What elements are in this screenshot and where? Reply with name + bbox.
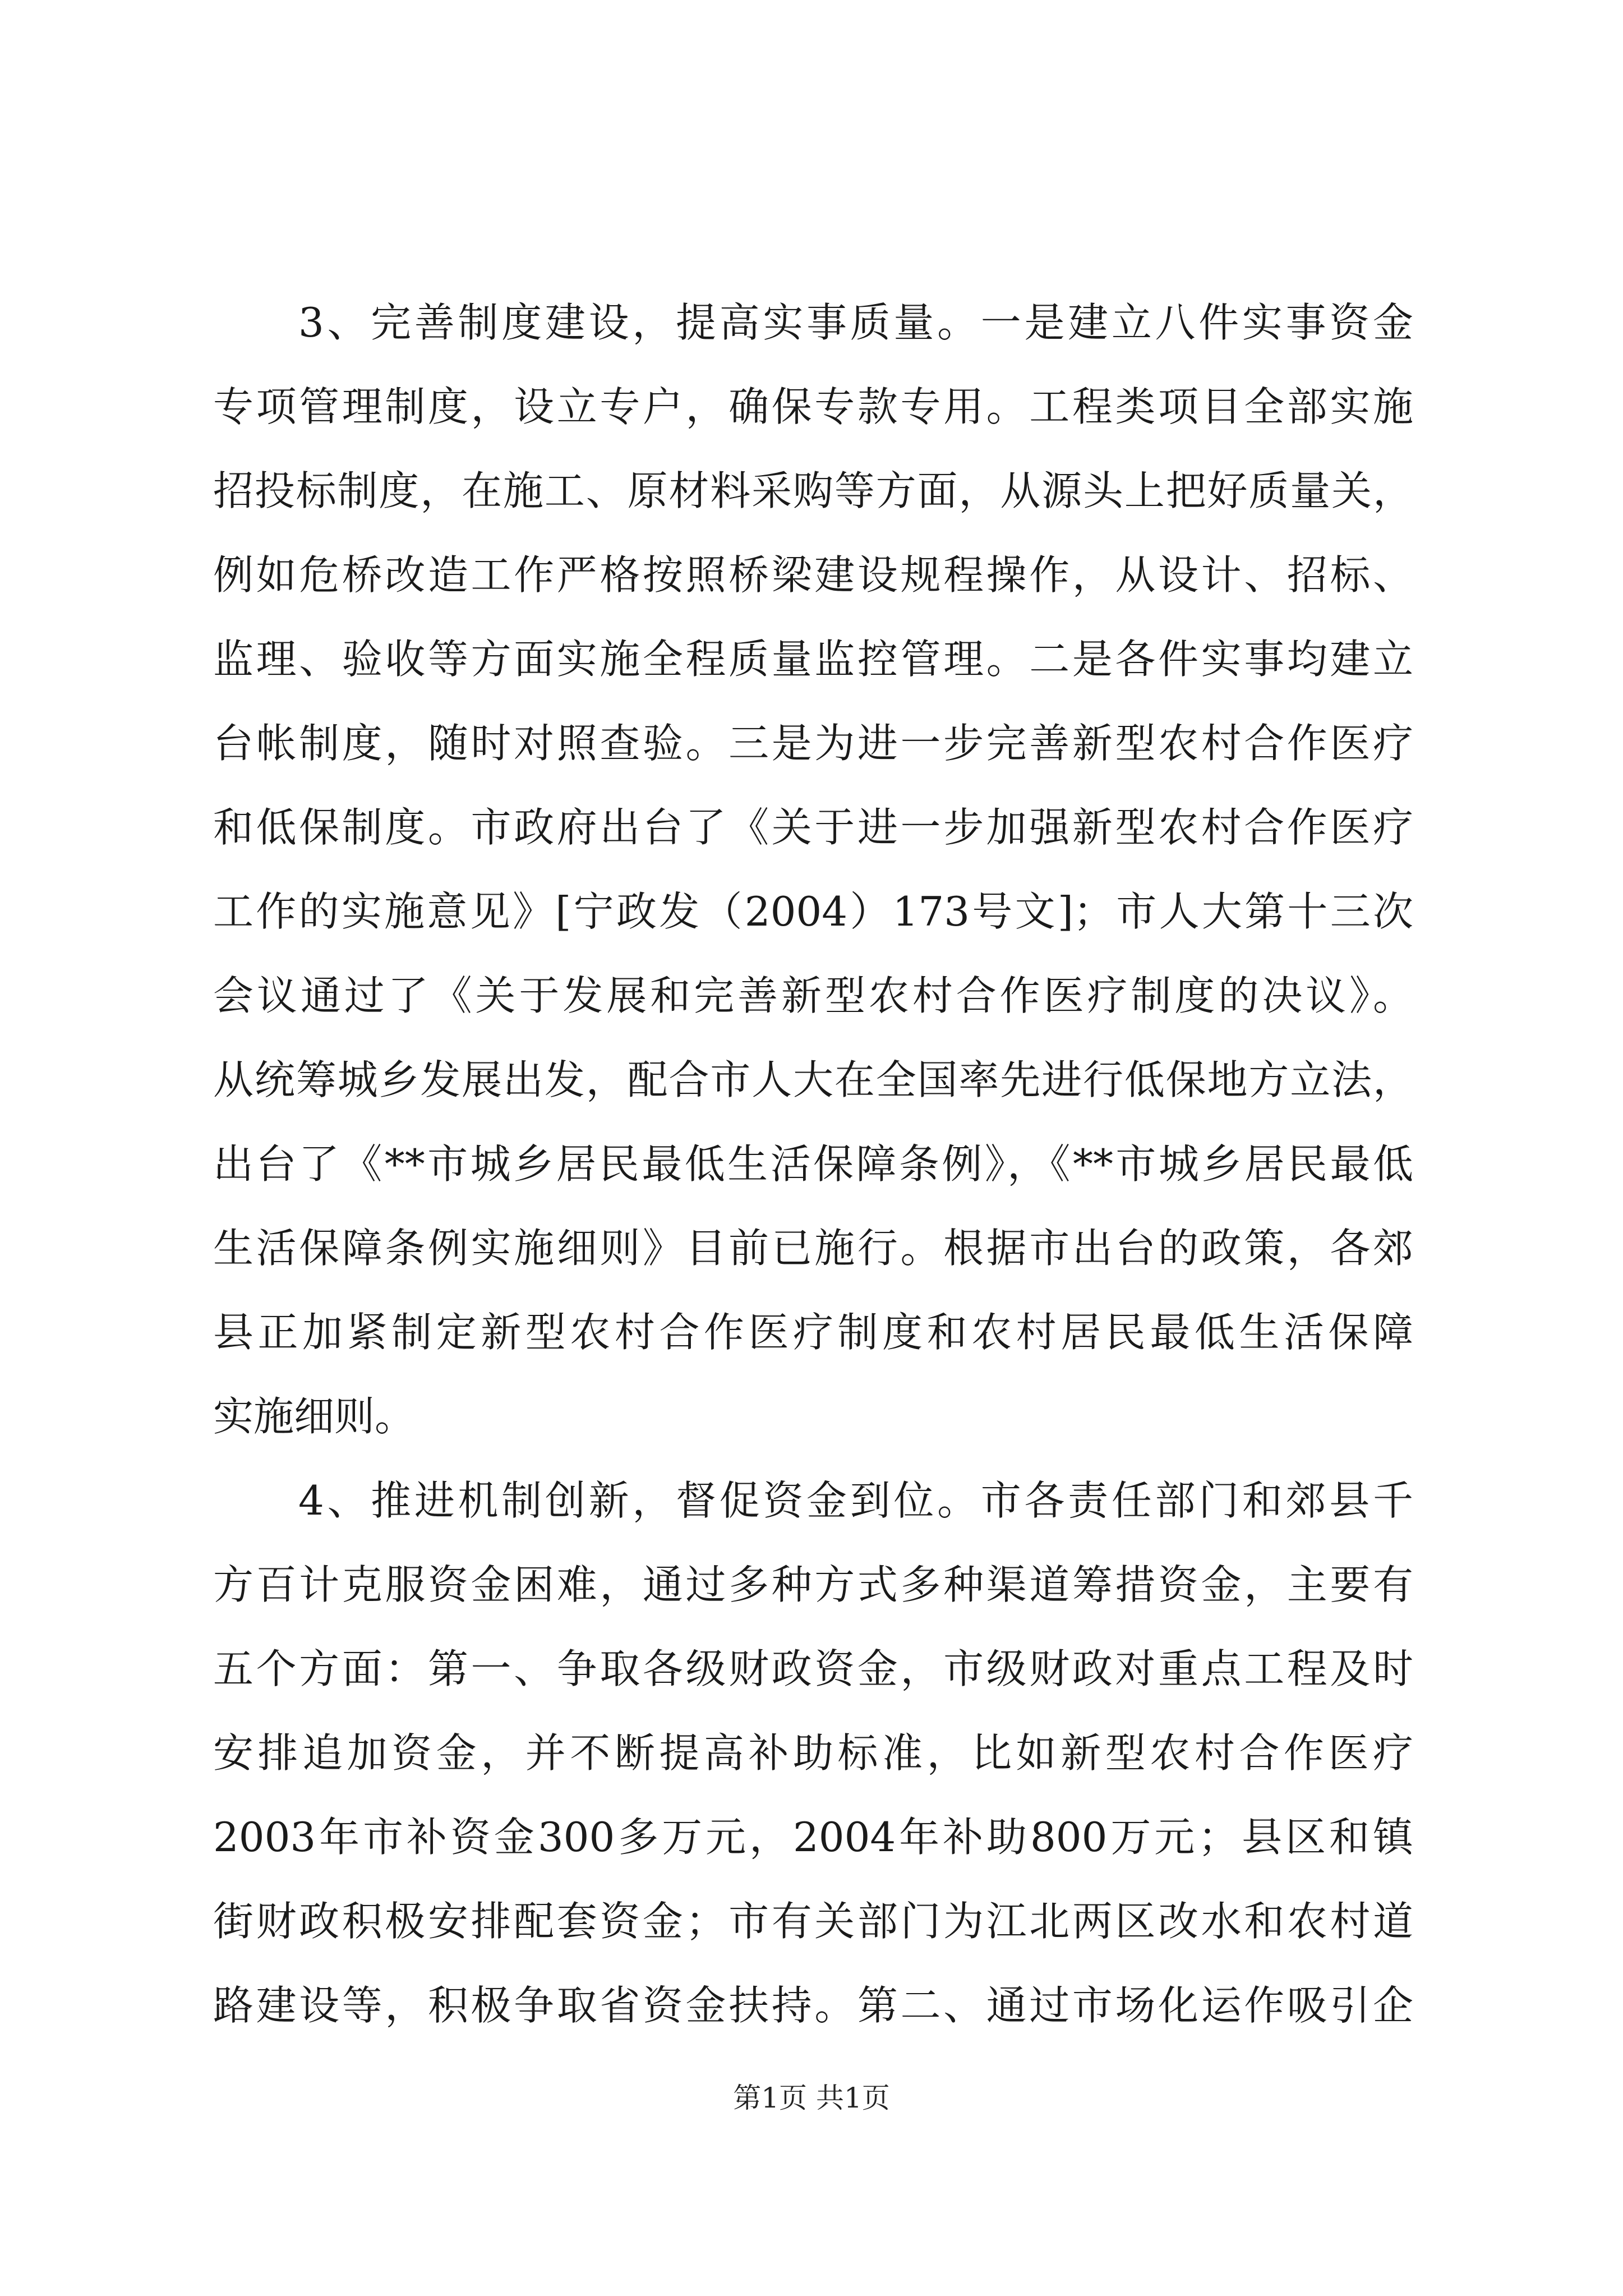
text-line: 招投标制度，在施工、原材料采购等方面，从源头上把好质量关，	[213, 467, 1413, 514]
paragraph-4	[213, 1458, 1413, 2047]
text-line: 街财政积极安排配套资金；市有关部门为江北两区改水和农村道	[213, 1898, 1413, 1945]
text-line: 出台了《**市城乡居民最低生活保障条例》，《**市城乡居民最低	[213, 1140, 1413, 1188]
text-line: 路建设等，积极争取省资金扶持。第二、通过市场化运作吸引企	[213, 1982, 1413, 2029]
page-footer	[0, 2078, 1623, 2118]
document-body	[213, 280, 1413, 2047]
text-line: 实施细则。	[213, 1393, 416, 1440]
paragraph-3	[213, 280, 1413, 1458]
text-line: 安排追加资金，并不断提高补助标准，比如新型农村合作医疗	[213, 1729, 1413, 1777]
text-line: 县正加紧制定新型农村合作医疗制度和农村居民最低生活保障	[213, 1309, 1413, 1356]
text-line: 例如危桥改造工作严格按照桥梁建设规程操作，从设计、招标、	[213, 551, 1413, 599]
text-line: 会议通过了《关于发展和完善新型农村合作医疗制度的决议》。	[213, 972, 1413, 1019]
text-line: 监理、验收等方面实施全程质量监控管理。二是各件实事均建立	[213, 636, 1413, 683]
text-line: 工作的实施意见》[宁政发（2004）173号文]；市人大第十三次	[213, 888, 1413, 935]
text-line: 3、完善制度建设，提高实事质量。一是建立八件实事资金	[298, 299, 1413, 346]
page-number-label: 第1页 共1页	[733, 2082, 890, 2114]
text-line: 方百计克服资金困难，通过多种方式多种渠道筹措资金，主要有	[213, 1561, 1413, 1608]
text-line: 五个方面：第一、争取各级财政资金，市级财政对重点工程及时	[213, 1645, 1413, 1692]
text-line: 2003年市补资金300多万元，2004年补助800万元；县区和镇	[213, 1814, 1413, 1861]
text-line: 4、推进机制创新，督促资金到位。市各责任部门和郊县千	[298, 1477, 1413, 1524]
text-line: 和低保制度。市政府出台了《关于进一步加强新型农村合作医疗	[213, 804, 1413, 851]
text-line: 生活保障条例实施细则》目前已施行。根据市出台的政策，各郊	[213, 1225, 1413, 1272]
text-line: 从统筹城乡发展出发，配合市人大在全国率先进行低保地方立法，	[213, 1056, 1413, 1103]
text-line: 台帐制度，随时对照查验。三是为进一步完善新型农村合作医疗	[213, 720, 1413, 767]
text-line: 专项管理制度，设立专户，确保专款专用。工程类项目全部实施	[213, 383, 1413, 430]
